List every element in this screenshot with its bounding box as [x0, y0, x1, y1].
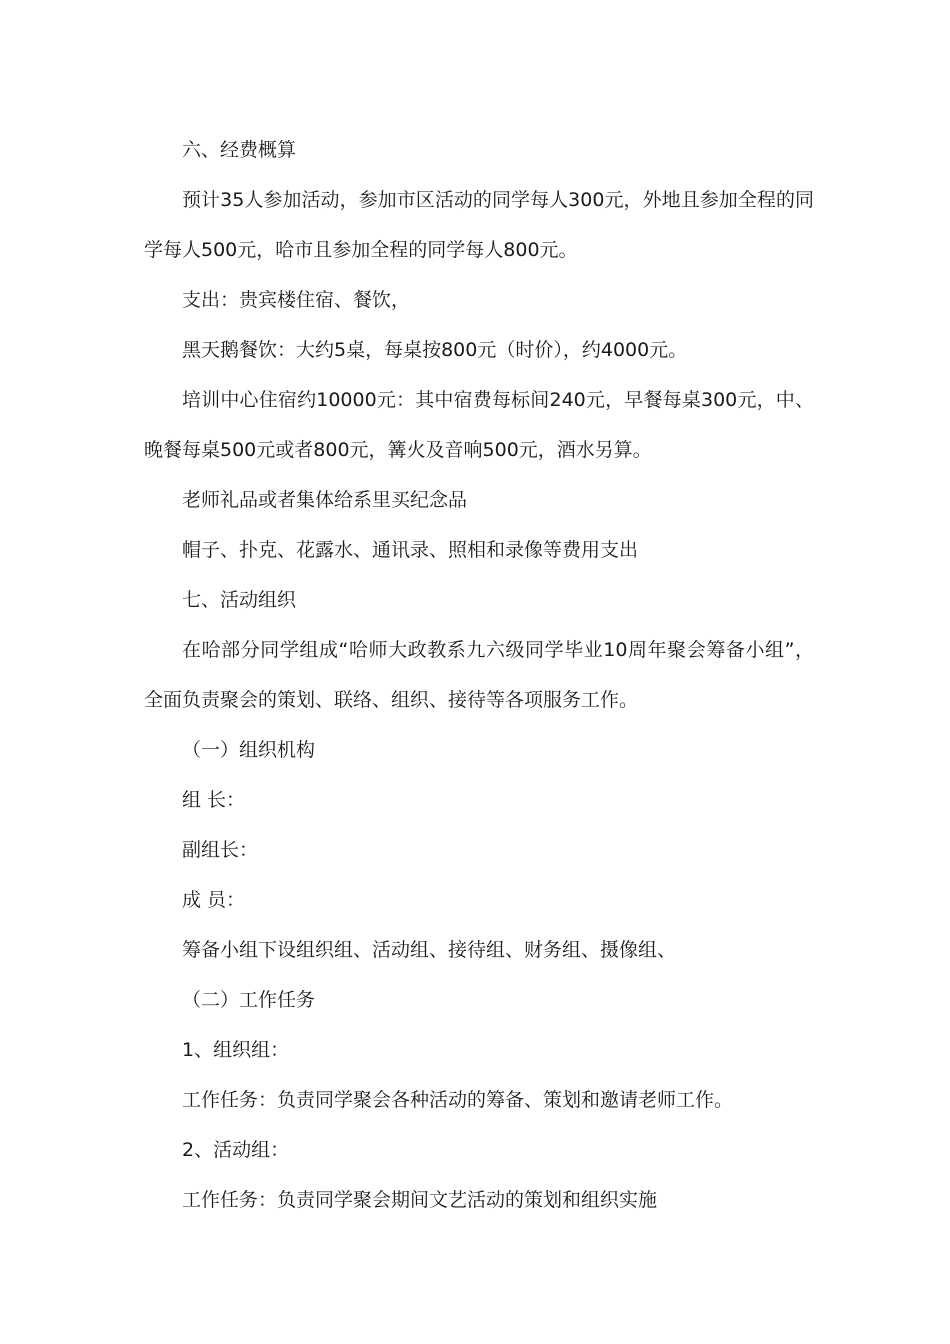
subgroups-paragraph: 筹备小组下设组织组、活动组、接待组、财务组、摄像组、	[182, 939, 677, 961]
group-heading-organizing: 1、组织组：	[182, 1039, 290, 1061]
role-deputy-leader: 副组长：	[182, 839, 259, 861]
expense-item-training-center: 培训中心住宿约10000元：其中宿费每标间240元，早餐每桌300元，中、晚餐每桌500元或者800元，篝火及音响500元，酒水另算。	[144, 389, 814, 461]
expense-item-gifts: 老师礼品或者集体给系里买纪念品	[182, 489, 468, 511]
group-task-activities: 工作任务：负责同学聚会期间文艺活动的策划和组织实施	[182, 1189, 658, 1211]
section-heading-organization: 七、活动组织	[182, 589, 297, 611]
expense-item-dining: 黑天鹅餐饮：大约5桌，每桌按800元（时价），约4000元。	[182, 339, 688, 361]
subsection-heading-tasks: （二）工作任务	[182, 989, 316, 1011]
expense-item-misc: 帽子、扑克、花露水、通讯录、照相和录像等费用支出	[182, 539, 639, 561]
group-heading-activities: 2、活动组：	[182, 1139, 290, 1161]
budget-estimate-paragraph: 预计35人参加活动，参加市区活动的同学每人300元，外地且参加全程的同学每人500元，哈市且参加全程的同学每人800元。	[144, 189, 814, 261]
role-members: 成 员：	[182, 889, 246, 911]
group-task-organizing: 工作任务：负责同学聚会各种活动的筹备、策划和邀请老师工作。	[182, 1089, 734, 1111]
role-leader: 组 长：	[182, 789, 246, 811]
section-heading-budget: 六、经费概算	[182, 139, 297, 161]
subsection-heading-structure: （一）组织机构	[182, 739, 316, 761]
expense-item-hotel: 支出：贵宾楼住宿、餐饮，	[182, 289, 411, 311]
document-body	[144, 125, 814, 1225]
organization-paragraph: 在哈部分同学组成“哈师大政教系九六级同学毕业10周年聚会筹备小组”，全面负责聚会的策划、联络、组织、接待等各项服务工作。	[144, 639, 814, 711]
